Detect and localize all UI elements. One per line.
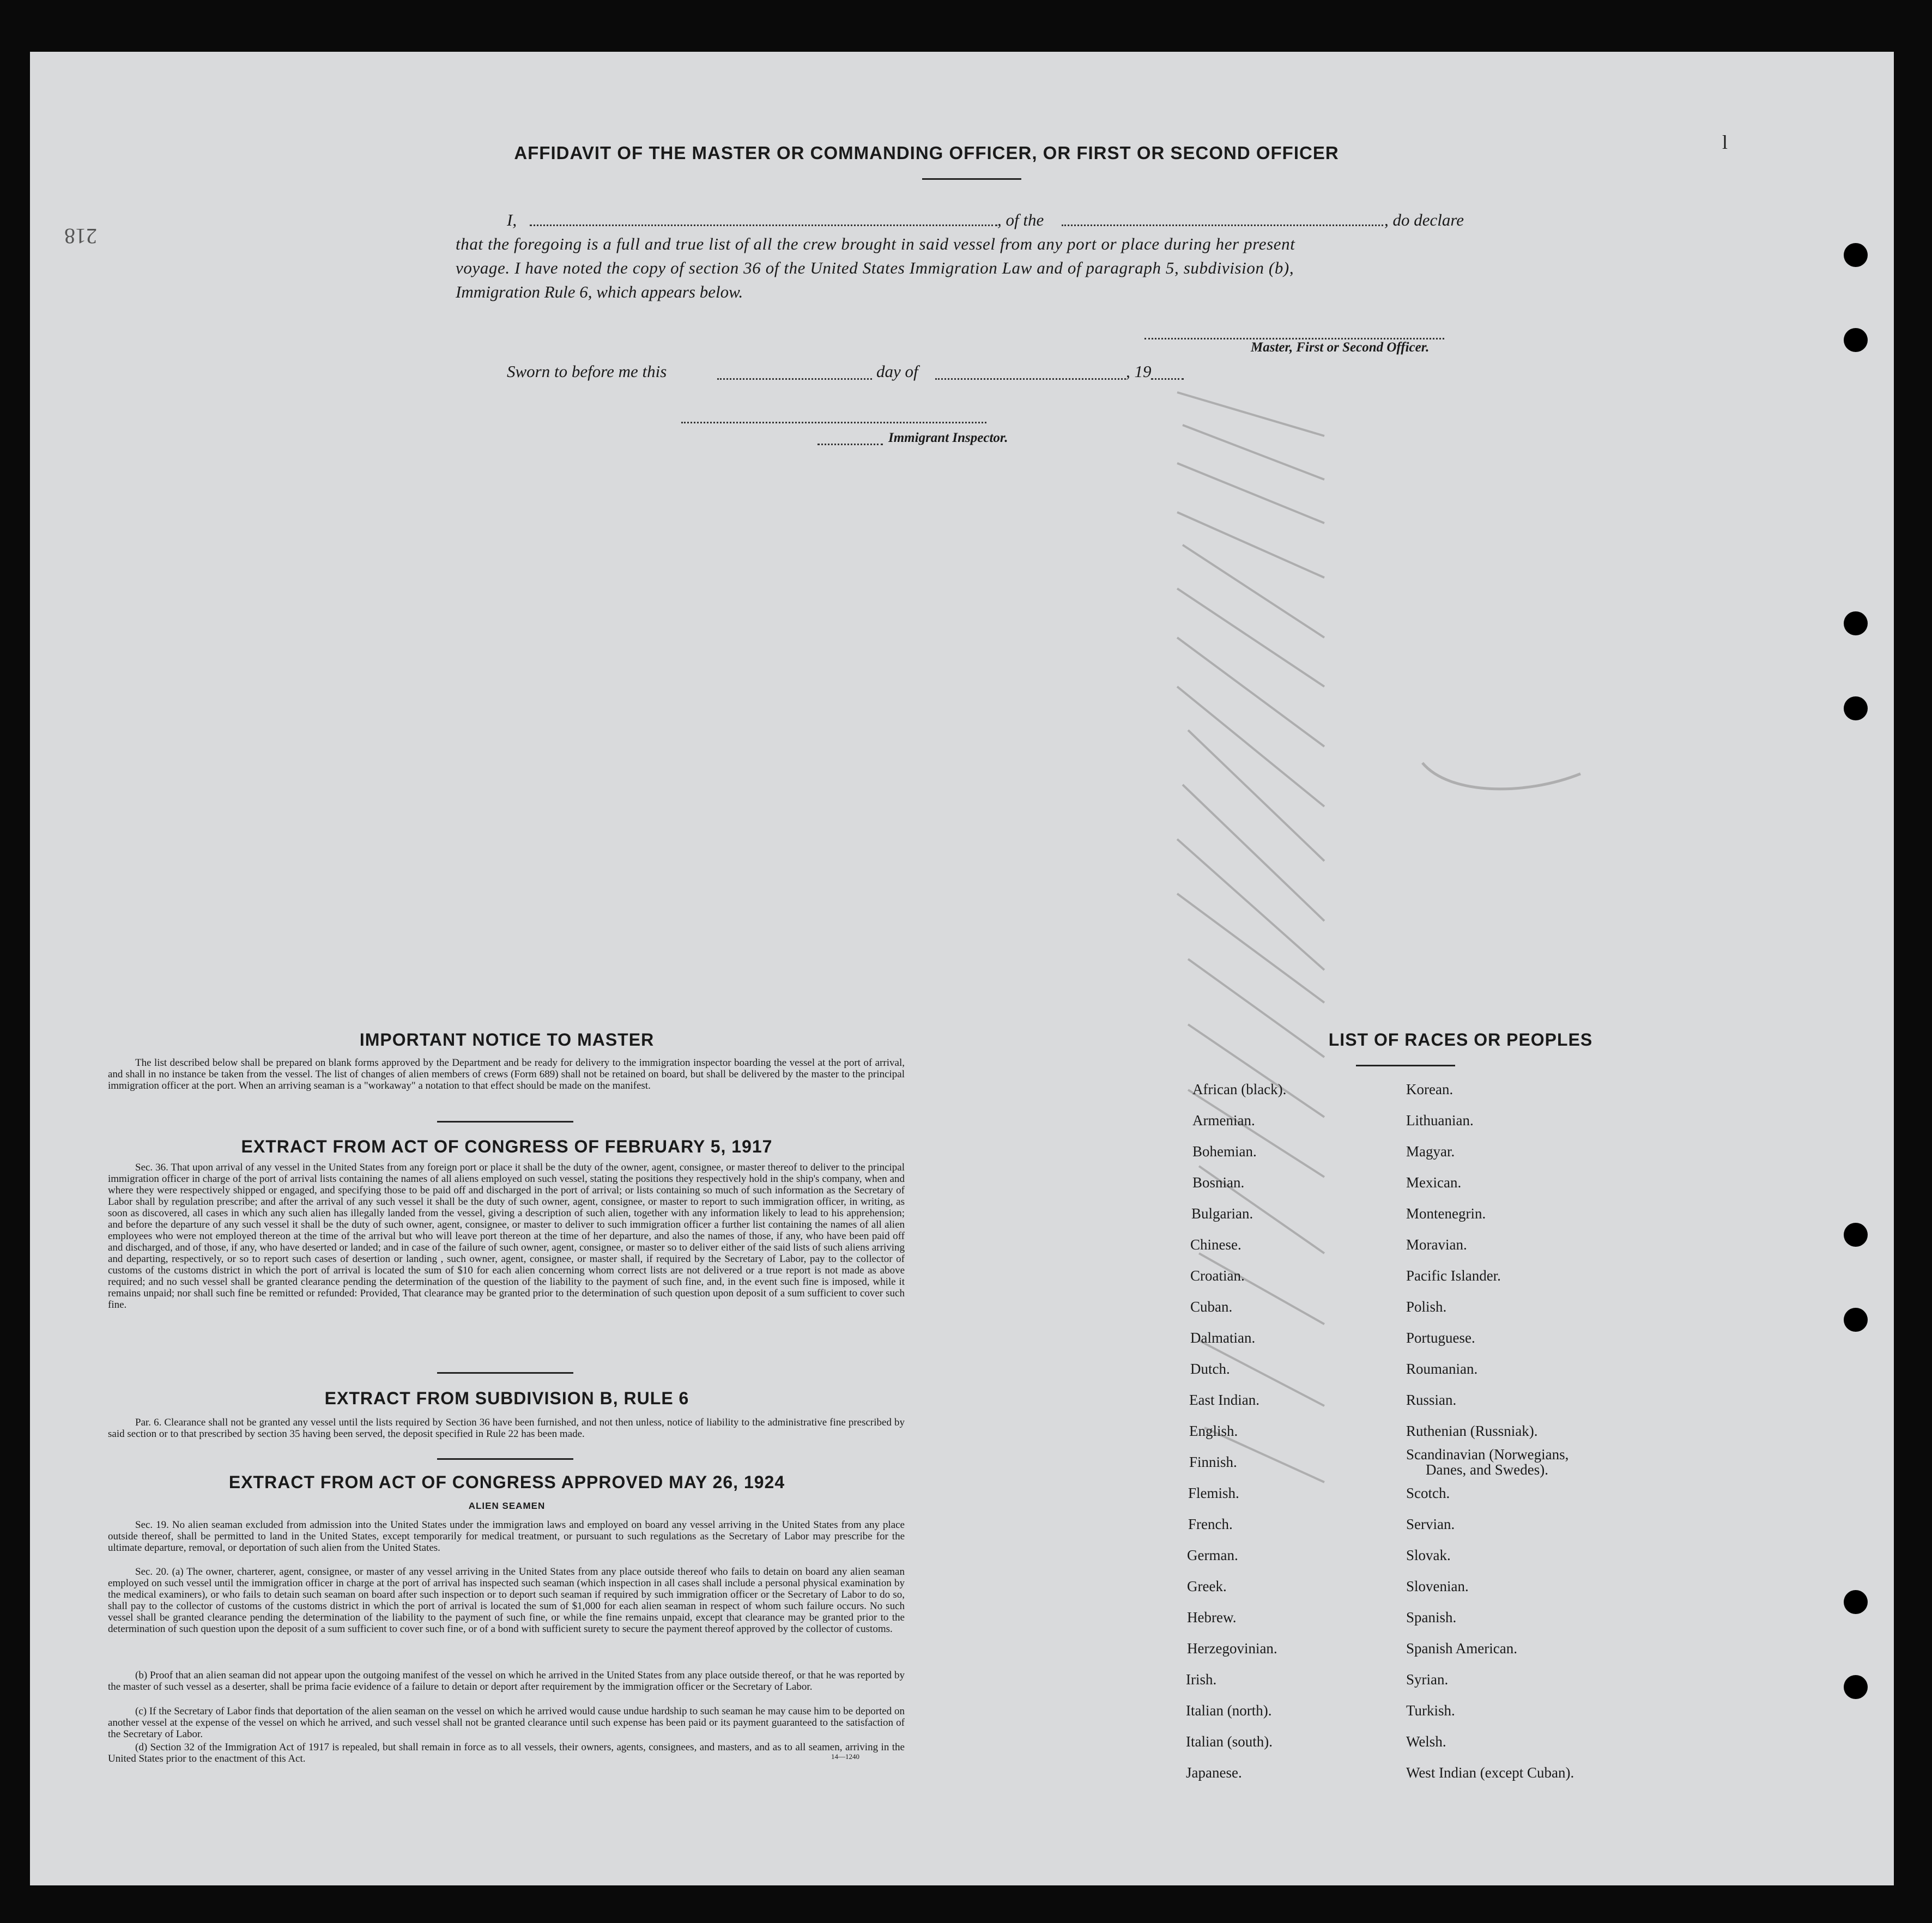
race-item: Bosnian. — [1192, 1174, 1245, 1191]
race-item: Magyar. — [1406, 1143, 1455, 1160]
race-item: Welsh. — [1406, 1733, 1446, 1750]
punch-hole — [1844, 1223, 1868, 1247]
race-item: Lithuanian. — [1406, 1112, 1474, 1129]
affidavit-line3: voyage. I have noted the copy of section 36 of the United States Immigration Law and of paragraph 5, subdivision (b), — [456, 258, 1294, 277]
inspector-signature-line — [681, 422, 986, 423]
alien-seamen-subtitle: ALIEN SEAMEN — [468, 1501, 546, 1511]
race-item: Bulgarian. — [1191, 1205, 1253, 1222]
affidavit-declare: , do declare — [1384, 210, 1464, 229]
inspector-label: Immigrant Inspector. — [888, 430, 1008, 445]
signature-label: Master, First or Second Officer. — [1251, 340, 1430, 355]
race-item: Bohemian. — [1192, 1143, 1257, 1160]
extract-1917-body: Sec. 36. That upon arrival of any vessel in the United States from any foreign port or place it shall be the duty of the owner, agent, consignee, or master thereof to deliver to the principal immigration officer in charge of the port of arrival lists containing the names of all aliens employed on such vessel, stating the positions they respectively hold in the ship's company, when and where they were respectively shipped or engaged, and specifying those to be paid off and discharged in the port of arrival; or lists containing so much of such information as the Secretary of Labor shall by regulation prescribe; and after the arrival of any such vessel it shall be the duty of such owner, agent, consignee, or master to report to such immigration officer, in writing, as soon as discovered, all cases in which any such alien has illegally landed from the vessel, giving a description of such alien, together with any information likely to lead to his apprehension; and before the departure of any such vessel it shall be the duty of such owner, agent, consignee, or master to deliver to such immigration officer a further list containing the names of all alien employees who were not employed thereon at the time of the arrival but who will leave port thereon at the time of her departure, and also the names of those, if any, who have been paid off and discharged, and of those, if any, who have deserted or landed; and in case of the failure of such owner, agent, consignee, or master so to deliver either of the said lists of such aliens arriving and departing, respectively, or so to report such cases of desertion or landing , such owner, agent, consignee, or master shall, if required by the Secretary of Labor, pay to the collector of customs of the customs district in which the port of arrival is located the sum of $10 for each alien concerning whom correct lists are not delivered or a true report is not made as above required; and no such vessel shall be granted clearance pending the determination of the question of the liability to the payment of such fine, and, in the event such fine is imposed, while it remains unpaid; nor shall such fine be remitted or refunded: Provided, That clearance may be granted prior to the determination of such question upon deposit of a sum sufficient to cover such fine. — [108, 1162, 905, 1311]
race-item: Herzegovinian. — [1187, 1640, 1277, 1657]
sec20d-body: (d) Section 32 of the Immigration Act of 1917 is repealed, but shall remain in force as to all vessels, their owners, agents, consignees, and masters, and as to all seamen, arriving in the United States prior to the enactment of this Act. — [108, 1742, 905, 1764]
race-item: Scandinavian (Norwegians, — [1406, 1446, 1569, 1463]
race-item: Pacific Islander. — [1406, 1267, 1501, 1284]
form-number: 14—1240 — [831, 1752, 859, 1761]
race-scandinavian-cont: Danes, and Swedes). — [1426, 1461, 1548, 1478]
race-item: Syrian. — [1406, 1671, 1449, 1688]
race-item: Slovenian. — [1406, 1578, 1469, 1594]
day-of: day of — [876, 362, 918, 381]
punch-hole — [1844, 1590, 1868, 1614]
race-item: Portuguese. — [1406, 1330, 1475, 1346]
margin-page-number: 218 — [64, 224, 97, 248]
race-item: Irish. — [1186, 1671, 1217, 1688]
punch-hole — [1844, 696, 1868, 720]
race-item: Montenegrin. — [1406, 1205, 1486, 1222]
race-item: Dutch. — [1190, 1361, 1230, 1377]
race-item: Italian (south). — [1186, 1733, 1273, 1750]
race-item: Chinese. — [1190, 1236, 1241, 1253]
race-item: Spanish. — [1406, 1609, 1457, 1625]
race-item: Scotch. — [1406, 1485, 1450, 1501]
year-blank — [1151, 378, 1184, 380]
extract-1924-title: EXTRACT FROM ACT OF CONGRESS APPROVED MAY 26, 1924 — [228, 1472, 785, 1492]
year-prefix: , 19 — [1126, 362, 1152, 381]
race-item: English. — [1189, 1423, 1238, 1439]
corner-mark: l — [1722, 131, 1728, 153]
race-item: Flemish. — [1188, 1485, 1239, 1501]
affidavit-of-the: , of the — [997, 210, 1044, 229]
races-underline — [1356, 1065, 1455, 1066]
race-item: Turkish. — [1406, 1702, 1455, 1719]
race-item: Ruthenian (Russniak). — [1406, 1423, 1538, 1439]
race-item: African (black). — [1192, 1081, 1287, 1097]
sec20b-body: (b) Proof that an alien seaman did not appear upon the outgoing manifest of the vessel on which he arrived in the United States from any place outside thereof, or that he was reported by the master of such vessel as a deserter, shall be prima facie evidence of a failure to detain or deport after requirement by the immigration officer or the Secretary of Labor. — [108, 1670, 905, 1693]
race-item: Moravian. — [1406, 1236, 1467, 1253]
race-item: Korean. — [1406, 1081, 1453, 1097]
signature-line — [1144, 338, 1444, 339]
races-title: LIST OF RACES OR PEOPLES — [1328, 1030, 1593, 1050]
affidavit-line4: Immigration Rule 6, which appears below. — [456, 282, 743, 301]
affidavit-i: I, — [507, 210, 517, 229]
race-item: Italian (north). — [1186, 1702, 1272, 1719]
race-item: Polish. — [1406, 1299, 1447, 1315]
sec19-body: Sec. 19. No alien seaman excluded from admission into the United States under the immigration laws and employed on board any vessel arriving in the United States from any place outside thereof, shall be permitted to land in the United States, except temporarily for medical treatment, or pursuant to such regulations as the Secretary of Labor may prescribe for the ultimate departure, removal, or deportation of such alien from the United States. — [108, 1519, 905, 1554]
race-item: French. — [1188, 1516, 1233, 1532]
vessel-blank — [1062, 225, 1383, 226]
day-blank — [717, 378, 872, 380]
race-item: East Indian. — [1189, 1392, 1259, 1408]
sec20c-body: (c) If the Secretary of Labor finds that deportation of the alien seaman on the vessel on which he arrived would cause undue hardship to such seaman he may cause him to be deported on another vessel at the expense of the vessel on which he arrived, and such vessel shall not be granted clearance until such expense has been paid or its payment guaranteed to the satisfaction of the Secretary of Labor. — [108, 1706, 905, 1740]
divider — [437, 1458, 573, 1460]
divider — [437, 1372, 573, 1374]
affidavit-title: AFFIDAVIT OF THE MASTER OR COMMANDING OFFICER, OR FIRST OR SECOND OFFICER — [514, 143, 1339, 163]
race-item: German. — [1187, 1547, 1238, 1563]
race-item: Hebrew. — [1187, 1609, 1237, 1625]
punch-hole — [1844, 1308, 1868, 1332]
name-blank — [530, 225, 997, 226]
punch-hole — [1844, 1675, 1868, 1699]
race-item: Cuban. — [1190, 1299, 1233, 1315]
race-item: Spanish American. — [1406, 1640, 1517, 1657]
extract-1917-title: EXTRACT FROM ACT OF CONGRESS OF FEBRUARY 5, 1917 — [241, 1137, 773, 1156]
race-item: Croatian. — [1190, 1267, 1245, 1284]
title-underline — [922, 178, 1021, 180]
race-item: Greek. — [1187, 1578, 1227, 1594]
punch-hole — [1844, 328, 1868, 352]
divider — [437, 1121, 573, 1123]
race-item: Finnish. — [1189, 1454, 1237, 1470]
race-item: Servian. — [1406, 1516, 1455, 1532]
race-item: Slovak. — [1406, 1547, 1451, 1563]
sec20a-body: Sec. 20. (a) The owner, charterer, agent, consignee, or master of any vessel arriving in the United States from any place outside thereof who fails to detain on board any alien seaman employed on such vessel until the immigration officer in charge at the port of arrival has inspected such seaman (which inspection in all cases shall include a personal physical examination by the medical examiners), or who fails to detain such seaman on board after such inspection or to deport such seaman if required by such immigration officer or the Secretary of Labor to do so, shall pay to the collector of customs of the customs district in which the port of arrival is located the sum of $1,000 for each alien seaman in respect of whom such failure occurs. No such vessel shall be granted clearance pending the determination of the liability to the payment of such fine, or while the fine remains unpaid, except that clearance may be granted prior to the determination of such question upon the deposit of a sum sufficient to cover such fine, or of a bond with sufficient surety to secure the payment thereof approved by the collector of customs. — [108, 1566, 905, 1635]
month-blank — [935, 378, 1126, 380]
rule6-title: EXTRACT FROM SUBDIVISION B, RULE 6 — [324, 1388, 689, 1408]
affidavit-line2: that the foregoing is a full and true list of all the crew brought in said vessel from any port or place during her present — [456, 234, 1295, 253]
punch-hole — [1844, 243, 1868, 267]
punch-hole — [1844, 611, 1868, 635]
race-item: Japanese. — [1186, 1764, 1242, 1781]
race-item: Armenian. — [1192, 1112, 1255, 1129]
notice-body: The list described below shall be prepared on blank forms approved by the Department and be ready for delivery to the immigration inspector boarding the vessel at the port of arrival, and shall in no instance be taken from the vessel. The list of changes of alien members of crews (Form 689) shall not be retained on board, but shall be delivered by the master to the principal immigration officer at the port. When an arriving seaman is a "workaway" a notation to that effect should be made on the manifest. — [108, 1057, 905, 1091]
inspector-dots — [817, 444, 883, 445]
race-item: West Indian (except Cuban). — [1406, 1764, 1574, 1781]
race-item: Russian. — [1406, 1392, 1457, 1408]
sworn-text: Sworn to before me this — [507, 362, 667, 381]
race-item: Mexican. — [1406, 1174, 1462, 1191]
race-item: Dalmatian. — [1190, 1330, 1256, 1346]
notice-title: IMPORTANT NOTICE TO MASTER — [359, 1030, 655, 1050]
rule6-body: Par. 6. Clearance shall not be granted any vessel until the lists required by Section 36 have been furnished, and not then unless, notice of liability to the administrative fine prescribed by said section or to that prescribed by section 35 having been served, the deposit specified in Rule 22 has been made. — [108, 1417, 905, 1440]
race-item: Roumanian. — [1406, 1361, 1478, 1377]
